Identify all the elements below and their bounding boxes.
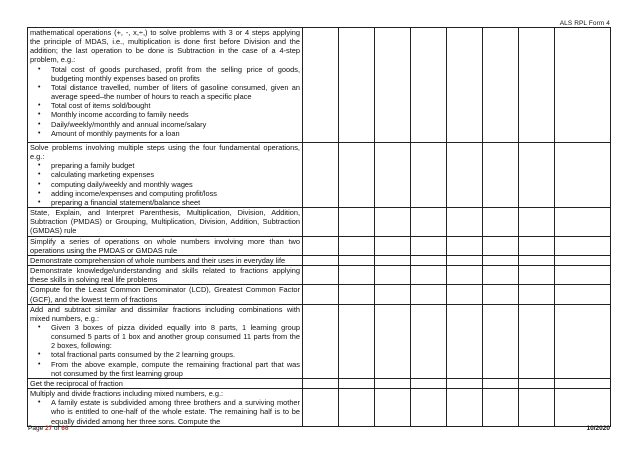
table-row: [28, 266, 611, 285]
assessment-cell: [303, 143, 339, 208]
list-item: • From the above example, compute the remaining fractional part that was not consumed by the first learning group: [51, 360, 300, 378]
table-body: [28, 28, 611, 427]
competency-text: Demonstrate knowledge/understanding and skills related to fractions applying these skills in solving real life problems: [30, 266, 300, 285]
assessment-cell: [483, 304, 519, 378]
assessment-cell: [303, 28, 339, 143]
assessment-cell: [519, 208, 555, 236]
list-item: • Total distance travelled, number of liters of gasoline consumed, given an average speed–the number of hours to reach a specific place: [51, 83, 300, 101]
assessment-cell: [339, 255, 375, 265]
assessment-cell: [411, 304, 447, 378]
assessment-cell: [303, 266, 339, 285]
assessment-cell: [483, 28, 519, 143]
competency-text: Compute for the Least Common Denominator (LCD), Greatest Common Factor (GCF), and the lowest term of fractions: [30, 285, 300, 304]
assessment-cell: [303, 236, 339, 255]
assessment-cell: [519, 28, 555, 143]
competency-text: Get the reciprocal of fraction: [30, 378, 123, 388]
assessment-cell: [375, 304, 411, 378]
competency-cell: [28, 236, 303, 255]
assessment-cell: [411, 266, 447, 285]
table-row: [28, 236, 611, 255]
assessment-cell: [483, 266, 519, 285]
table-row: [28, 255, 611, 265]
assessment-cell: [339, 28, 375, 143]
assessment-cell: [339, 304, 375, 378]
assessment-cell: [411, 208, 447, 236]
form-label: ALS RPL Form 4: [559, 20, 610, 27]
competency-text: mathematical operations (+, -, x,÷,) to solve problems with 3 or 4 steps applying the principle of MDAS, i.e., multiplication is done first before Division and the addition; the last operation to be done is Subtraction in the case of a 4-step problem, e.g.:: [30, 28, 300, 65]
competency-text: Solve problems involving multiple steps using the four fundamental operations, e.g.:: [30, 143, 300, 162]
table-row: [28, 389, 611, 427]
assessment-cell: [555, 208, 611, 236]
assessment-cell: [555, 285, 611, 304]
assessment-cell: [339, 389, 375, 427]
assessment-cell: [519, 266, 555, 285]
assessment-cell: [555, 255, 611, 265]
list-item: • preparing a financial statement/balance sheet: [51, 198, 300, 207]
assessment-cell: [555, 389, 611, 427]
competency-text: Add and subtract similar and dissimilar fractions including combinations with mixed numbers, e.g.:: [30, 304, 300, 323]
page-current: 27: [45, 425, 53, 432]
assessment-cell: [483, 255, 519, 265]
assessment-cell: [555, 28, 611, 143]
assessment-cell: [339, 266, 375, 285]
list-item: • preparing a family budget: [51, 161, 300, 170]
assessment-cell: [447, 285, 483, 304]
list-item: • computing daily/weekly and monthly wages: [51, 180, 300, 189]
competency-cell: [28, 143, 303, 208]
assessment-cell: [339, 236, 375, 255]
assessment-cell: [519, 389, 555, 427]
assessment-cell: [303, 378, 339, 388]
list-item: • Total cost of items sold/bought: [51, 101, 300, 110]
bullet-list: [30, 65, 300, 138]
assessment-cell: [411, 285, 447, 304]
assessment-cell: [555, 236, 611, 255]
assessment-cell: [447, 266, 483, 285]
assessment-cell: [411, 28, 447, 143]
assessment-cell: [447, 28, 483, 143]
table-row: [28, 28, 611, 143]
list-item: • Daily/weekly/monthly and annual income/salary: [51, 120, 300, 129]
list-item: • Given 3 boxes of pizza divided equally into 8 parts, 1 learning group consumed 5 parts of 1 box and another group consumed 11 parts from the 2 boxes, following:: [51, 323, 300, 350]
assessment-cell: [339, 285, 375, 304]
assessment-cell: [375, 255, 411, 265]
competency-text: Demonstrate comprehension of whole numbers and their uses in everyday life: [30, 255, 286, 265]
assessment-cell: [375, 389, 411, 427]
bullet-list: [30, 323, 300, 378]
assessment-cell: [519, 143, 555, 208]
assessment-cell: [447, 255, 483, 265]
assessment-cell: [483, 389, 519, 427]
assessment-cell: [411, 378, 447, 388]
assessment-cell: [375, 28, 411, 143]
competency-cell: [28, 266, 303, 285]
page-indicator: [28, 425, 69, 432]
assessment-cell: [375, 266, 411, 285]
assessment-cell: [555, 143, 611, 208]
competency-cell: [28, 208, 303, 236]
assessment-cell: [339, 208, 375, 236]
assessment-cell: [519, 255, 555, 265]
list-item: • adding income/expenses and computing profit/loss: [51, 189, 300, 198]
assessment-cell: [411, 389, 447, 427]
assessment-cell: [555, 378, 611, 388]
list-item: • Total cost of goods purchased, profit from the selling price of goods, budgeting monthly expenses based on profits: [51, 65, 300, 83]
assessment-cell: [519, 285, 555, 304]
assessment-cell: [447, 389, 483, 427]
assessment-cell: [339, 143, 375, 208]
assessment-cell: [411, 236, 447, 255]
assessment-cell: [483, 208, 519, 236]
assessment-cell: [375, 208, 411, 236]
bullet-list: [30, 161, 300, 207]
assessment-cell: [447, 143, 483, 208]
competency-table: [27, 27, 611, 427]
competency-cell: [28, 389, 303, 427]
assessment-cell: [447, 236, 483, 255]
competency-cell: [28, 304, 303, 378]
list-item: • total fractional parts consumed by the 2 learning groups.: [51, 350, 300, 359]
assessment-cell: [519, 236, 555, 255]
page-of: of: [52, 425, 62, 432]
competency-cell: [28, 255, 303, 265]
table-row: [28, 304, 611, 378]
list-item: • calculating marketing expenses: [51, 170, 300, 179]
assessment-cell: [303, 255, 339, 265]
competency-cell: [28, 378, 303, 388]
assessment-cell: [303, 389, 339, 427]
competency-text: State, Explain, and Interpret Parenthesis, Multiplication, Division, Addition, Subtraction (PMDAS) or Grouping, Multiplication, Division, Addition, Subtraction (GMDAS) rule: [30, 208, 300, 236]
list-item: • A family estate is subdivided among three brothers and a surviving mother who is entitled to one-half of the whole estate. The remaining half is to be equally divided among her three sons. Compute the: [51, 398, 300, 425]
assessment-cell: [483, 143, 519, 208]
table-row: [28, 378, 611, 388]
assessment-cell: [555, 266, 611, 285]
list-item: • Monthly income according to family needs: [51, 110, 300, 119]
date-code: 10/2020: [586, 425, 610, 432]
competency-text: Simplify a series of operations on whole numbers involving more than two operations using the PMDAS or GMDAS rule: [30, 236, 300, 255]
bullet-list: [30, 398, 300, 425]
assessment-cell: [339, 378, 375, 388]
competency-cell: [28, 285, 303, 304]
assessment-cell: [375, 236, 411, 255]
page-prefix: Page: [28, 425, 45, 432]
page-total: 66: [61, 425, 69, 432]
assessment-cell: [375, 143, 411, 208]
assessment-cell: [375, 285, 411, 304]
assessment-cell: [375, 378, 411, 388]
assessment-cell: [303, 304, 339, 378]
assessment-cell: [483, 378, 519, 388]
assessment-cell: [447, 208, 483, 236]
competency-cell: [28, 28, 303, 143]
assessment-cell: [483, 236, 519, 255]
assessment-cell: [483, 285, 519, 304]
assessment-cell: [447, 304, 483, 378]
assessment-cell: [303, 208, 339, 236]
assessment-cell: [519, 378, 555, 388]
table-row: [28, 208, 611, 236]
assessment-cell: [555, 304, 611, 378]
assessment-cell: [447, 378, 483, 388]
assessment-cell: [519, 304, 555, 378]
assessment-cell: [303, 285, 339, 304]
table-row: [28, 143, 611, 208]
table-row: [28, 285, 611, 304]
competency-text: Multiply and divide fractions including mixed numbers, e.g.:: [30, 389, 224, 399]
assessment-cell: [411, 255, 447, 265]
list-item: • Amount of monthly payments for a loan: [51, 129, 300, 138]
assessment-cell: [411, 143, 447, 208]
